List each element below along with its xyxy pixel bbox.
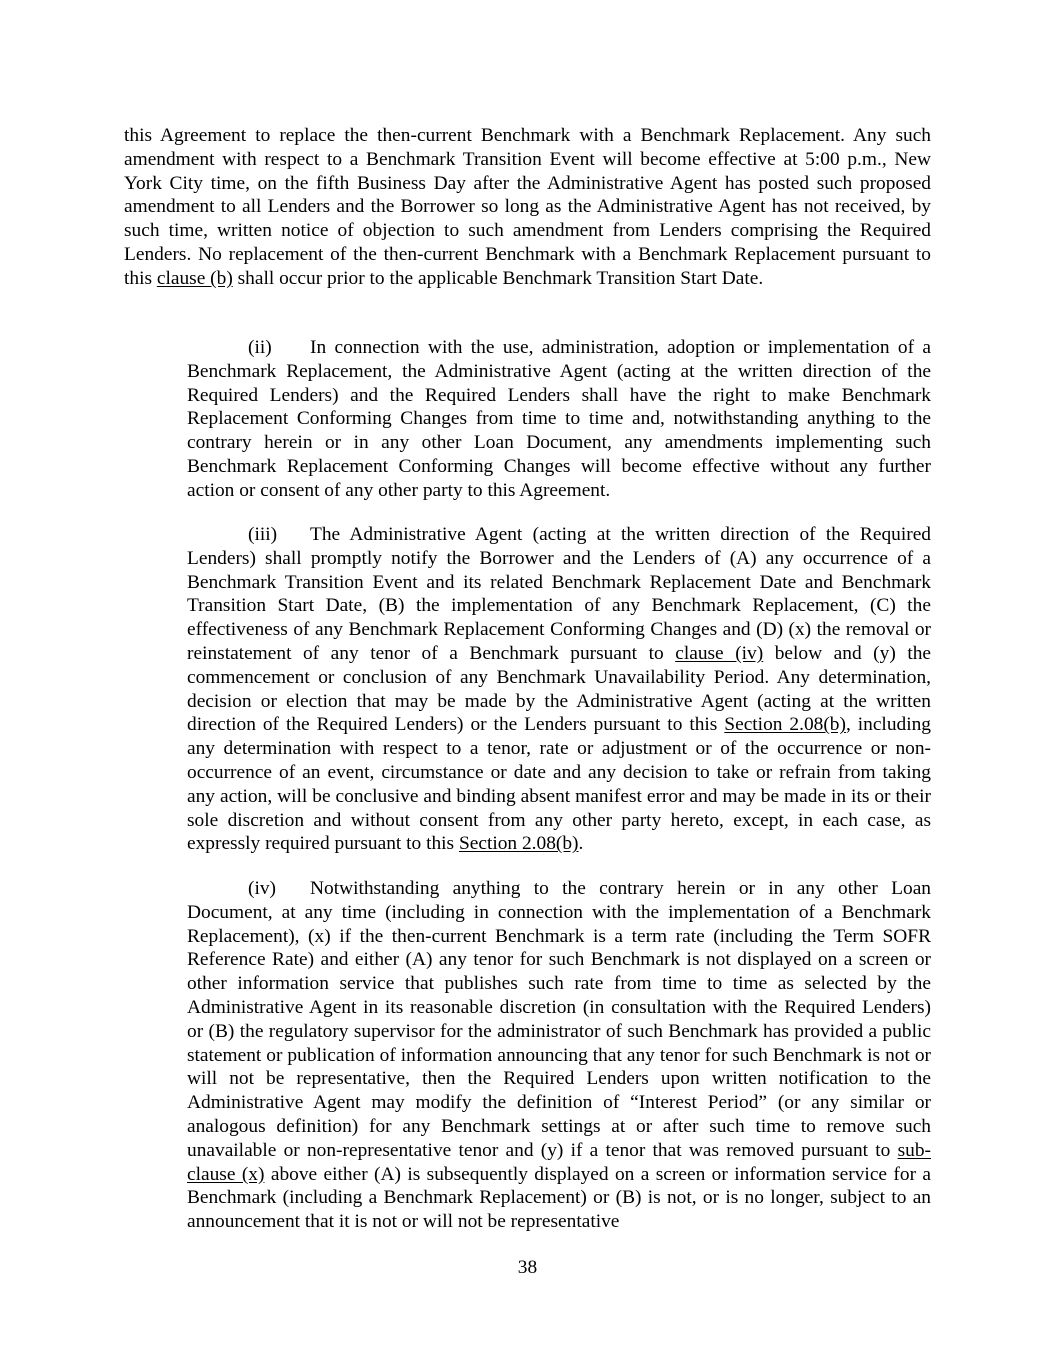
- paragraph-iv: [187, 877, 931, 1234]
- paragraph-text: this Agreement to replace the then-current Benchmark with a Benchmark Replacement. Any such amendment with respect to a Benchmark Transition Event will become effective at 5:00 p.m., New York City time, on the fifth Business Day after the Administrative Agent has posted such proposed amendment to all Lenders and the Borrower so long as the Administrative Agent has not received, by such time, written notice of objection to such amendment from Lenders comprising the Required Lenders. No replacement of the then-current Benchmark with a Benchmark Replacement pursuant to this: [124, 125, 931, 289]
- paragraph-text: .: [578, 833, 584, 855]
- paragraph-ii: [187, 336, 931, 503]
- paragraph-number: (iii): [248, 524, 278, 545]
- cross-reference-clause-iv: clause (iv): [675, 642, 764, 664]
- paragraph-text: In connection with the use, administration, adoption or implementation of a Benchmark Replacement, the Administrative Agent (acting at the written direction of the Required Lenders) and the Required Lenders shall have the right to make Benchmark Replacement Conforming Changes from time to time and, notwithstanding anything to the contrary herein or in any other Loan Document, any amendments implementing such Benchmark Replacement Conforming Changes will become effective without any further action or consent of any other party to this Agreement.: [187, 337, 931, 501]
- cross-reference-clause-b: clause (b): [156, 267, 233, 289]
- paragraph-text: , including any determination with respect to a tenor, rate or adjustment or of the occurrence or non-occurrence of an event, circumstance or date and any decision to take or refrain from taking any action, will be conclusive and binding absent manifest error and may be made in its or their sole discretion and without consent from any other party hereto, except, in each case, as expressly required pursuant to this: [187, 714, 931, 855]
- cross-reference-section-2-08b: Section 2.08(b): [724, 714, 846, 736]
- page-number: 38: [517, 1257, 538, 1278]
- paragraph-number: (ii): [248, 337, 272, 358]
- paragraph-text: The Administrative Agent (acting at the written direction of the Required Lenders) shall promptly notify the Borrower and the Lenders of (A) any occurrence of a Benchmark Transition Event and its related Benchmark Replacement Date and Benchmark Transition Start Date, (B) the implementation of any Benchmark Replacement, (C) the effectiveness of any Benchmark Replacement Conforming Changes and (D) (x) the removal or reinstatement of any tenor of a Benchmark pursuant to: [187, 524, 931, 664]
- cross-reference-sub-clause-x: sub-clause (x): [187, 1139, 931, 1185]
- paragraph-iii: [187, 523, 931, 856]
- paragraph-text: above either (A) is subsequently displayed on a screen or information service for a Benchmark (including a Benchmark Replacement) or (B) is not, or is no longer, subject to an announcement that it is not or will not be representative: [187, 1163, 932, 1233]
- paragraph-text: Notwithstanding anything to the contrary herein or in any other Loan Document, at any time (including in connection with the implementation of a Benchmark Replacement), (x) if the then-current Benchmark is a term rate (including the Term SOFR Reference Rate) and either (A) any tenor for such Benchmark is not displayed on a screen or other information service that publishes such rate from time to time as selected by the Administrative Agent in its reasonable discretion (in consultation with the Required Lenders) or (B) the regulatory supervisor for the administrator of such Benchmark has provided a public statement or publication of information announcing that any tenor for such Benchmark is not or will not be representative, then the Required Lenders upon written notification to the Administrative Agent may modify the definition of “Interest Period” (or any similar or analogous definition) for any Benchmark settings at or after such time to remove such unavailable or non-representative tenor and (y) if a tenor that was removed pursuant to: [187, 878, 931, 1161]
- paragraph-continuation: [124, 124, 931, 291]
- paragraph-text: below and (y) the commencement or conclusion of any Benchmark Unavailability Period. Any determination, decision or election that may be made by the Administrative Agent (acting at the written direction of the Required Lenders) or the Lenders pursuant to this: [187, 642, 932, 736]
- cross-reference-section-2-08b: Section 2.08(b): [458, 833, 579, 855]
- paragraph-text: shall occur prior to the applicable Benchmark Transition Start Date.: [232, 267, 764, 289]
- paragraph-number: (iv): [248, 878, 276, 899]
